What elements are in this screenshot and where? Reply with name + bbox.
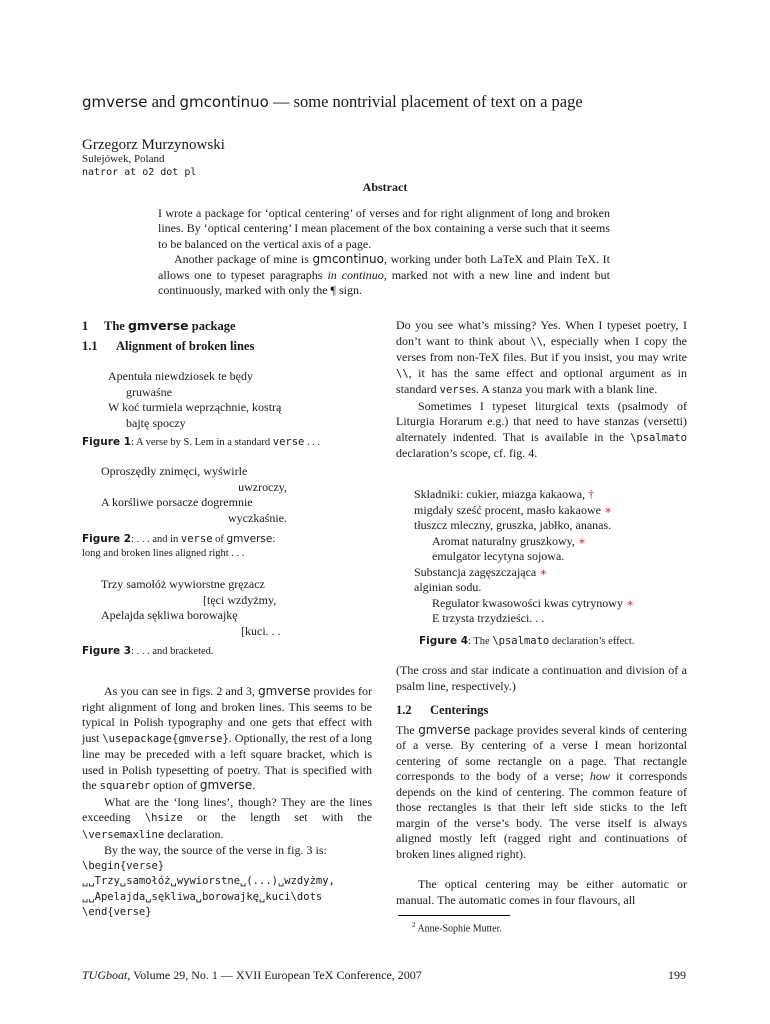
abstract-paragraph-2: Another package of mine is gmcontinuo, working under both LaTeX and Plain TeX. It allows one to typeset paragraphs in continuo, marked not with a new line and indent but continuously, marked with only the ¶ sign.: [158, 252, 611, 298]
figure-2-caption: Figure 2: . . . and in verse of gmverse: long and broken lines aligned right . . .: [82, 533, 276, 559]
body-paragraph: Do you see what’s missing? Yes. When I typeset poetry, I don’t want to think about \\, especially when I copy the verses from non-TeX files. But if you insist, you may write \\, it has the same effect and optional argument as in standard verses. A stanza you mark with a blank line.: [396, 318, 687, 396]
verse-line: tłuszcz mleczny, gruszka, jabłko, ananas.: [414, 518, 612, 532]
verse-line: [tęci wzdyżmy,: [203, 592, 277, 607]
abstract-body: [158, 206, 610, 298]
verse-line: wyczkaśnie.: [228, 510, 287, 525]
author-email: natror at o2 dot pl: [82, 167, 197, 178]
figure-1-verse: [108, 369, 368, 431]
verse-line: bajtę spoczy: [126, 415, 186, 430]
paper-title: gmverse and gmcontinuo — some nontrivial placement of text on a page: [82, 92, 583, 111]
verse-line: E trzysta trzydzieści. . .: [432, 611, 545, 625]
verse-line: Trzy samołóż wywiorstne gręzacz: [101, 577, 265, 591]
right-column-top: [396, 318, 687, 462]
figure-4-verse: [414, 487, 676, 627]
page-number: 199: [668, 968, 686, 982]
body-paragraph: What are the ‘long lines’, though? They are the lines exceeding \hsize or the length set with the \versemaxline declaration.: [82, 794, 373, 841]
left-column-body: [82, 684, 372, 921]
verse-line: Apelajda sękliwa borowajkę: [101, 608, 238, 622]
author-name: Grzegorz Murzynowski: [82, 137, 225, 153]
verse-line: emulgator lecytyna sojowa.: [432, 549, 565, 563]
verse-line: Substancja zagęszczająca ∗: [414, 564, 548, 579]
code-line: ␣␣Trzy␣samołóż␣wywiorstne␣(...)␣wzdyżmy,: [82, 875, 335, 887]
title-package-name-2: gmcontinuo: [179, 93, 269, 111]
body-paragraph: By the way, the source of the verse in fig. 3 is:: [104, 843, 327, 857]
star-mark: ∗: [625, 595, 635, 610]
page-footer-journal: TUGboat, Volume 29, No. 1 — XVII European TeX Conference, 2007: [82, 968, 422, 982]
verse-line: gruwaśne: [126, 384, 172, 399]
body-paragraph: The optical centering may be either automatic or manual. The automatic comes in four flavours, all: [396, 877, 687, 907]
code-line: ␣␣Apelajda␣sękliwa␣borowajkę␣kuci\dots: [82, 890, 323, 903]
author-affiliation: Sulejówek, Poland: [82, 153, 165, 165]
body-paragraph: The gmverse package provides several kinds of centering of a verse. By centering of a verse I mean horizontal centering of some rectangle on a page. That rectangle corresponds to the body of a verse; how it corresponds depends on the kind of centering. The common feature of those rectangles is that their left side sticks to the left margin of the verse’s body. The verse itself is always aligned mostly left (ragged right and continuations of broken lines aligned right).: [396, 722, 688, 861]
footnote: $^2$ Anne-Sophie Mutter.: [412, 921, 502, 935]
title-package-name: gmverse: [82, 93, 148, 111]
figure-2-verse: [101, 464, 287, 526]
section-heading: 1 The gmverse package: [82, 318, 236, 333]
verse-line: A korśliwe porsacze dogremnie: [101, 495, 253, 509]
body-paragraph: As you can see in figs. 2 and 3, gmverse provides for right alignment of long and broken lines. This seems to be typical in Polish typography and one gets that effect with just \usepackage{gmverse}. Optionally, the rest of a long line may be preceded with a left square bracket, which is used in Polish typesetting of poetry. That is specified with the squarebr option of gmverse.: [82, 684, 372, 792]
verse-line: alginian sodu.: [414, 580, 482, 594]
verse-line: Aromat naturalny gruszkowy, ∗: [432, 533, 587, 548]
star-mark: ∗: [603, 502, 613, 517]
verse-line: Oproszędły znimęci, wyświrle: [101, 464, 248, 478]
star-mark: ∗: [539, 564, 548, 579]
code-line: \end{verse}: [82, 906, 152, 918]
code-listing: [82, 859, 372, 921]
figure-4-caption: Figure 4: The \psalmato declaration’s effect.: [419, 635, 635, 647]
abstract-heading: Abstract: [362, 180, 408, 194]
figure-3-verse: [101, 577, 287, 639]
figure-1-caption: Figure 1: A verse by S. Lem in a standard verse . . .: [82, 436, 321, 448]
verse-line: migdały sześć procent, masło kakaowe ∗: [414, 502, 613, 517]
verse-line: uwzroczy,: [238, 479, 287, 494]
code-line: \begin{verse}: [82, 859, 165, 872]
footnote-rule: [398, 915, 510, 916]
body-paragraph: (The cross and star indicate a continuation and division of a psalm line, respectively.): [396, 663, 687, 693]
verse-line: W koć turmiela weprząchnie, kostrą: [108, 400, 282, 414]
subsection-heading: 1.1 Alignment of broken lines: [82, 339, 255, 353]
verse-line: Regulator kwasowości kwas cytrynowy ∗: [432, 595, 635, 610]
star-mark: ∗: [577, 533, 587, 548]
verse-line: [kuci. . .: [241, 623, 281, 638]
dagger-mark: †: [588, 487, 595, 501]
verse-line: Apentuła niewdziosek te będy: [108, 369, 253, 383]
abstract-paragraph-1: I wrote a package for ‘optical centering’ of verses and for right alignment of long and broken lines. By ‘optical centering’ I mean placement of the box containing a verse such that it seems to be balanced on the vertical axis of a page.: [158, 206, 610, 251]
body-paragraph: Sometimes I typeset liturgical texts (psalmody of Liturgia Horarum e.g.) that need to have stanzas (versetti) alternately indented. That is available in the \psalmato declaration’s scope, cf. fig. 4.: [396, 398, 687, 460]
right-column-body: [396, 663, 687, 908]
figure-3-caption: Figure 3: . . . and bracketed.: [82, 645, 214, 657]
verse-line: Składniki: cukier, miazga kakaowa, †: [414, 487, 595, 501]
subsection-heading-centerings: 1.2 Centerings: [396, 703, 489, 717]
